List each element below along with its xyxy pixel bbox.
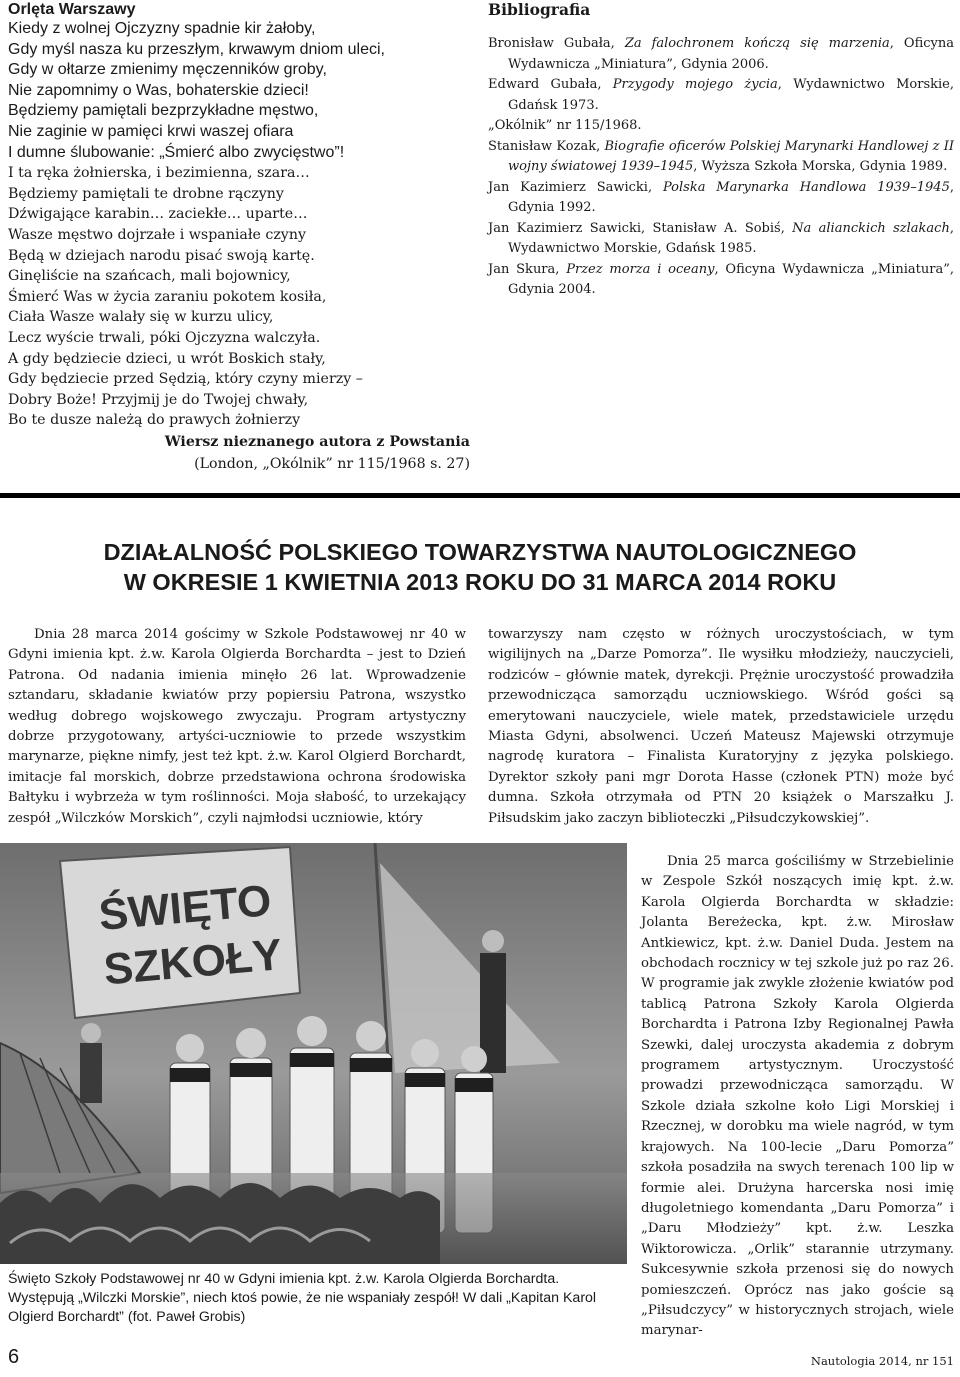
poem-line: Ginęliście na szańcach, mali bojownicy,	[8, 268, 291, 285]
journal-footer: Nautologia 2014, nr 151	[810, 1354, 954, 1368]
poem-line: Nie zapomnimy o Was, bohaterskie dzieci!	[8, 81, 309, 99]
bibliography-entry-italic: Przygody mojego życia	[612, 77, 778, 92]
bibliography-entry-post: , Wydawnictwo Morskie, Gdańsk 1985.	[508, 220, 954, 256]
bibliography-entry-italic: Na alianckich szlakach	[792, 220, 950, 236]
bibliography-entry	[488, 178, 954, 219]
poem-line: I dumne ślubowanie: „Śmierć albo zwycięstwo”!	[8, 143, 345, 161]
poem-attribution-author: Wiersz nieznanego autora z Powstania	[164, 433, 470, 450]
poem-title: Orlęta Warszawy	[8, 1, 136, 18]
bibliography-entry	[488, 75, 954, 116]
poem-line: Śmierć Was w życia zaraniu pokotem kosiła,	[8, 288, 327, 305]
banner-text-2: SZKOŁY	[101, 930, 284, 995]
poem-line: Dobry Boże! Przyjmij je do Twojej chwały,	[8, 391, 309, 408]
section-divider	[0, 493, 960, 498]
bibliography-entry-pre: „Okólnik” nr 115/1968.	[488, 118, 642, 133]
poem-attribution-source: (London, „Okólnik” nr 115/1968 s. 27)	[194, 455, 470, 472]
bibliography-entry-pre: Jan Skura,	[488, 261, 567, 277]
bibliography-entry-post: , Wydawnictwo Morskie, Gdańsk 1973.	[508, 77, 954, 113]
poem-stanza-sans	[8, 19, 478, 163]
bibliography-entry-pre: Edward Gubała,	[488, 77, 613, 92]
poem-line: Nie zaginie w pamięci krwi waszej ofiara	[8, 122, 294, 140]
poem-line: Będą w dziejach narodu pisać swoją kartę.	[8, 247, 315, 264]
poem-line: Dźwigające karabin… zaciekłe… uparte…	[8, 206, 308, 223]
banner-text-1: ŚWIĘTO	[96, 876, 274, 940]
bibliography-entry-post: , Gdynia 1992.	[508, 179, 954, 215]
poem-line: Lecz wyście trwali, póki Ojczyzna walczyła.	[8, 329, 321, 346]
bibliography-entry-post: , Wyższa Szkoła Morska, Gdynia 1989.	[693, 159, 948, 174]
bibliography-title: Bibliografia	[488, 0, 591, 19]
bibliography-entry	[488, 260, 954, 301]
bibliography-entry	[488, 219, 954, 260]
poem-line: Gdy myśl nasza ku przeszłym, krwawym dniom uleci,	[8, 40, 385, 58]
poem-line: Ciała Wasze walały się w kurzu ulicy,	[8, 309, 274, 326]
bibliography	[488, 0, 954, 301]
bibliography-list	[488, 34, 954, 301]
bibliography-entry-italic: Przez morza i oceany	[566, 261, 715, 277]
bibliography-entry-pre: Bronisław Gubała,	[488, 36, 625, 51]
bibliography-entry-italic: Biografie oficerów Polskiej Marynarki Handlowej z II wojny światowej 1939–1945	[508, 138, 954, 174]
bibliography-entry	[488, 116, 954, 137]
bibliography-entry-italic: Za falochronem kończą się marzenia	[624, 36, 890, 51]
poem-line: I ta ręka żołnierska, i bezimienna, szara…	[8, 165, 310, 182]
poem-line: Bo te dusze należą do prawych żołnierzy	[8, 412, 301, 429]
poem-line: Gdy w ołtarze zmienimy męczenników groby,	[8, 61, 327, 79]
poem-line: Będziemy pamiętali te drobne rączyny	[8, 185, 284, 202]
bibliography-entry	[488, 34, 954, 75]
bibliography-entry-pre: Jan Kazimierz Sawicki,	[488, 179, 663, 195]
poem-line: Gdy będziecie przed Sędzią, który czyny mierzy –	[8, 371, 363, 388]
school-celebration-photo	[0, 843, 627, 1264]
poem-stanza-serif	[8, 163, 478, 431]
poem	[8, 0, 478, 475]
article-headline	[0, 537, 960, 597]
article-column-left: Dnia 28 marca 2014 gościmy w Szkole Podstawowej nr 40 w Gdyni imienia kpt. ż.w. Karola Olgierda Borchardta – jest to Dzień Patrona. Od nadania imienia minęło 26 lat. Wprowadzenie sztandaru, składanie kwiatów przy popiersiu Patrona, wszystko według dobrego wojskowego zwyczaju. Program artystyczny dobrze przygotowany, artyści-uczniowie to przede wszystkim marynarze, piękne nimfy, jest też kpt. ż.w. Karol Olgierd Borchardt, imitacje fal morskich, dobrze przedstawiona ochrona środowiska Bałtyku i wybrzeża w tym roślinności. Moja słabość, to urzekający zespół „Wilczków Morskich”, czyli najmłodsi uczniowie, który	[8, 627, 466, 826]
article-column-right: towarzyszy nam często w różnych uroczystościach, w tym wigilijnych na „Darze Pomorza”. Ile wysiłku młodzieży, nauczycieli, rodziców – głównie matek, dyrekcji. Prężnie uroczystość prowadziła przewodnicząca samorządu uczniowskiego. Wśród gości są emerytowani nauczyciele, wiele matek, przedstawiciele urzędu Miasta Gdyni, absolwenci. Uczeń Mateusz Majewski otrzymuje nagrodę kuratora – Finalista Kuratoryjny z języka polskiego. Dyrektor szkoły pani mgr Dorota Hasse (członek PTN) może być dumna. Szkoła otrzymała od PTN 20 książek o Marszałku J. Piłsudskim jako zaczyn biblioteczki „Piłsudczykowskiej”.	[488, 627, 954, 826]
poem-line: Będziemy pamiętali bezprzykładne męstwo,	[8, 102, 319, 120]
poem-line: Kiedy z wolnej Ojczyzny spadnie kir żałoby,	[8, 20, 316, 37]
photo-caption: Święto Szkoły Podstawowej nr 40 w Gdyni imienia kpt. ż.w. Karola Olgierda Borchardta. Występują „Wilczki Morskie”, niech ktoś powie, że nie wspaniały zespół! W dali „Kapitan Karol Olgierd Borchardt” (fot. Paweł Grobis)	[8, 1271, 597, 1325]
bibliography-entry-post: , Oficyna Wydawnicza „Miniatura”, Gdynia 2006.	[508, 36, 954, 72]
page-number: 6	[8, 1346, 20, 1368]
headline-line-1: DZIAŁALNOŚĆ POLSKIEGO TOWARZYSTWA NAUTOLOGICZNEGO	[103, 539, 857, 565]
article-column-right-lower: Dnia 25 marca gościliśmy w Strzebielinie w Zespole Szkół noszących imię kpt. ż.w. Karola Olgierda Borchardta w składzie: Jolanta Bereżecka, kpt. ż.w. Mirosław Antkiewicz, kpt. ż.w. Daniel Duda. Jestem na obchodach rocznicy w tej szkole już po raz 26. W programie jak zwykle złożenie kwiatów pod tablicą Patrona Szkoły Karola Olgierda Borchardta i Patrona Izby Regionalnej Pawła Szewki, dalej uroczysta akademia z dobrym programem artystycznym. Uroczystość prowadzi przewodnicząca samorządu. W Szkole działa szkolne koło Ligi Morskiej i Rzecznej, w dorobku ma wiele nagród, w tym krajowych. Na 100-lecie „Daru Pomorza” szkoła posadziła na swych terenach 100 lip w formie alei. Drużyna harcerska nosi imię długoletniego komendanta „Daru Pomorza” i „Daru Młodzieży” kpt. ż.w. Leszka Wiktorowicza. „Orlik” starannie utrzymany. Sukcesywnie szkoła przenosi się do nowych pomieszczeń. Oprócz nas jako goście są „Piłsudczycy” w historycznych strojach, wiele marynar-	[641, 854, 954, 1339]
bibliography-entry-post: , Oficyna Wydawnicza „Miniatura”, Gdynia 2004.	[508, 261, 954, 297]
bibliography-entry	[488, 137, 954, 178]
bibliography-entry-italic: Polska Marynarka Handlowa 1939–1945	[662, 179, 950, 195]
headline-line-2: W OKRESIE 1 KWIETNIA 2013 ROKU DO 31 MARCA 2014 ROKU	[123, 569, 837, 595]
bibliography-entry-pre: Stanisław Kozak,	[488, 138, 605, 154]
photo-illustration	[0, 843, 627, 1264]
bibliography-entry-pre: Jan Kazimierz Sawicki, Stanisław A. Sobiś,	[488, 220, 793, 236]
poem-line: A gdy będziecie dzieci, u wrót Boskich stały,	[8, 350, 326, 367]
poem-line: Wasze męstwo dojrzałe i wspaniałe czyny	[8, 226, 306, 243]
